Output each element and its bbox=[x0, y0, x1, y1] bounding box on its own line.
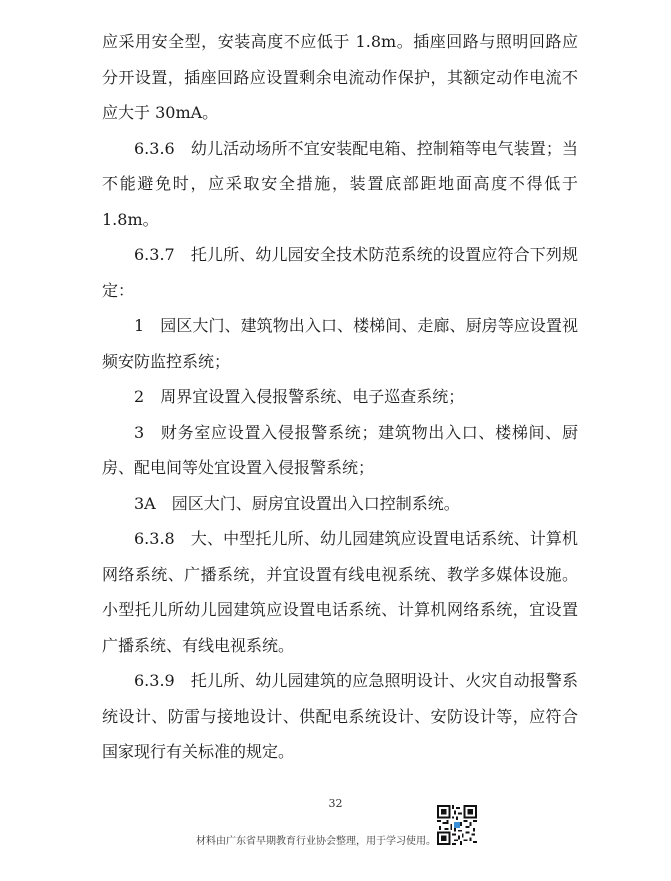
footer-note: 材料由广东省早期教育行业协会整理，用于学习使用。 bbox=[196, 836, 436, 847]
body-text bbox=[102, 24, 578, 770]
page-number: 32 bbox=[328, 797, 343, 810]
clause-number: 6.3.9 bbox=[134, 671, 175, 690]
item-number: 1 bbox=[134, 316, 145, 335]
clause-number: 6.3.7 bbox=[134, 245, 175, 264]
clause-6-3-7: 6.3.7 托儿所、幼儿园安全技术防范系统的设置应符合下列规定： bbox=[102, 245, 578, 300]
clause-number: 6.3.6 bbox=[134, 138, 175, 158]
clause-6-3-8: 6.3.8 大、中型托儿所、幼儿园建筑应设置电话系统、计算机网络系统、广播系统，并宜设置有线电视系统、教学多媒体设施。小型托儿所幼儿园建筑应设置电话系统、计算机网络系统，宜设置广播系统、有线电视系统。 bbox=[102, 529, 578, 655]
list-item-3a: 3A 园区大门、厨房宜设置出入口控制系统。 bbox=[134, 493, 460, 513]
item-number: 3A bbox=[134, 493, 156, 513]
qr-code-icon bbox=[437, 805, 477, 845]
list-item-2: 2 周界宜设置入侵报警系统、电子巡查系统； bbox=[134, 387, 465, 406]
paragraph-continuation: 应采用安全型，安装高度不应低于 1.8m。插座回路与照明回路应分开设置，插座回路应设置剩余电流动作保护，其额定动作电流不应大于 30mA。 bbox=[102, 32, 578, 122]
item-number: 2 bbox=[134, 387, 145, 406]
list-item-1: 1 园区大门、建筑物出入口、楼梯间、走廊、厨房等应设置视频安防监控系统； bbox=[102, 316, 578, 371]
clause-6-3-6: 6.3.6 幼儿活动场所不宜安装配电箱、控制箱等电气装置；当不能避免时，应采取安全措施，装置底部距地面高度不得低于 1.8m。 bbox=[102, 138, 578, 229]
clause-6-3-9: 6.3.9 托儿所、幼儿园建筑的应急照明设计、火灾自动报警系统设计、防雷与接地设计、供配电系统设计、安防设计等，应符合国家现行有关标准的规定。 bbox=[102, 671, 578, 761]
clause-number: 6.3.8 bbox=[134, 529, 175, 548]
item-number: 3 bbox=[134, 422, 145, 442]
list-item-3: 3 财务室应设置入侵报警系统；建筑物出入口、楼梯间、厨房、配电间等处宜设置入侵报警系统； bbox=[102, 422, 578, 477]
